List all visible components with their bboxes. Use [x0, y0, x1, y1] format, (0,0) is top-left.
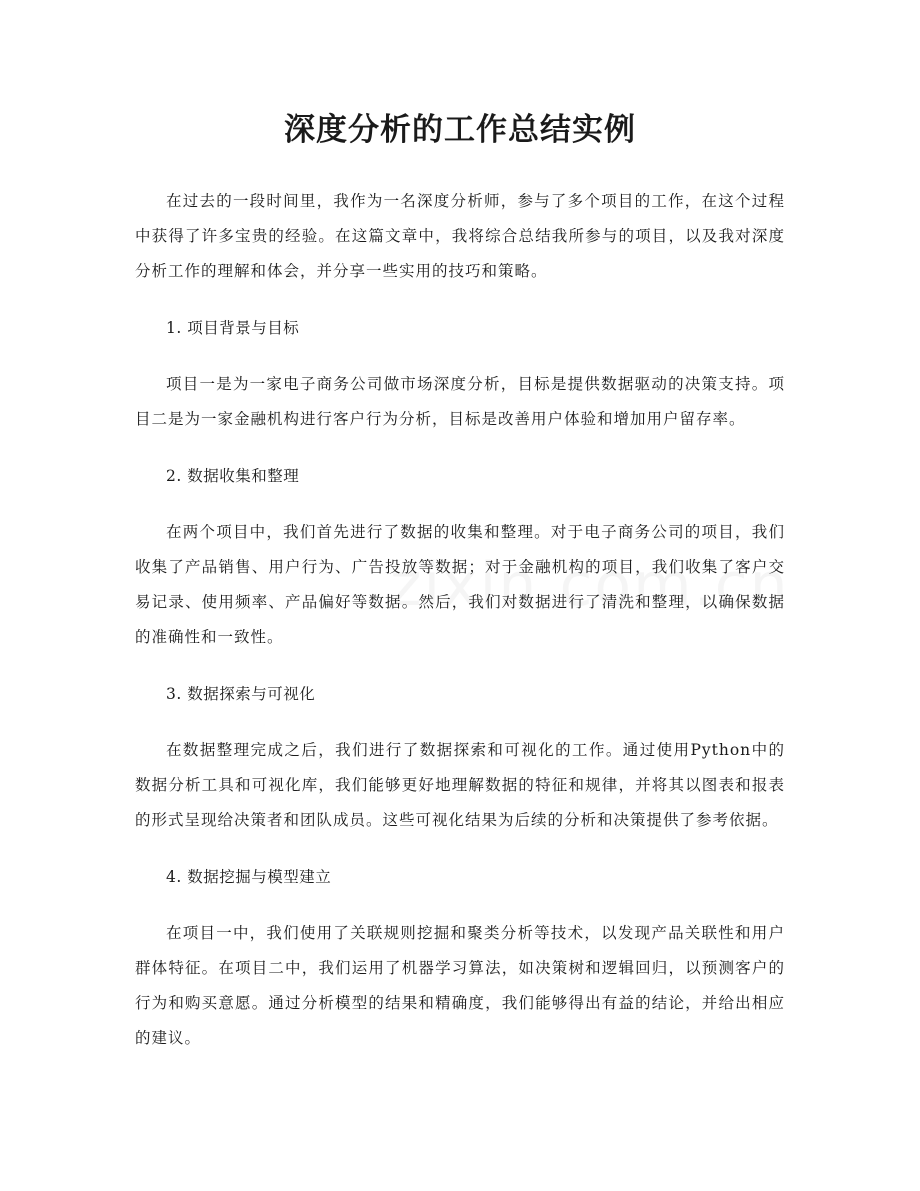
section-heading-2: 2. 数据收集和整理: [166, 467, 300, 485]
section-body-1: 项目一是为一家电子商务公司做市场深度分析，目标是提供数据驱动的决策支持。项目二是为一家金融机构进行客户行为分析，目标是改善用户体验和增加用户留存率。: [135, 375, 785, 428]
section-body-4: 在项目一中，我们使用了关联规则挖掘和聚类分析等技术，以发现产品关联性和用户群体特征。在项目二中，我们运用了机器学习算法，如决策树和逻辑回归，以预测客户的行为和购买意愿。通过分析模型的结果和精确度，我们能够得出有益的结论，并给出相应的建议。: [135, 924, 785, 1047]
section-heading-1: 1. 项目背景与目标: [166, 319, 300, 337]
section-body-2: 在两个项目中，我们首先进行了数据的收集和整理。对于电子商务公司的项目，我们收集了产品销售、用户行为、广告投放等数据；对于金融机构的项目，我们收集了客户交易记录、使用频率、产品偏好等数据。然后，我们对数据进行了清洗和整理，以确保数据的准确性和一致性。: [135, 523, 785, 646]
section-heading-3: 3. 数据探索与可视化: [166, 685, 316, 703]
intro-paragraph: 在过去的一段时间里，我作为一名深度分析师，参与了多个项目的工作，在这个过程中获得了许多宝贵的经验。在这篇文章中，我将综合总结我所参与的项目，以及我对深度分析工作的理解和体会，并分享一些实用的技巧和策略。: [135, 192, 785, 280]
section-heading-4: 4. 数据挖掘与模型建立: [166, 868, 332, 886]
document-body: [135, 184, 785, 1082]
page-title: 深度分析的工作总结实例: [284, 112, 636, 148]
section-body-3: 在数据整理完成之后，我们进行了数据探索和可视化的工作。通过使用Python中的数据分析工具和可视化库，我们能够更好地理解数据的特征和规律，并将其以图表和报表的形式呈现给决策者和团队成员。这些可视化结果为后续的分析和决策提供了参考依据。: [135, 741, 785, 829]
